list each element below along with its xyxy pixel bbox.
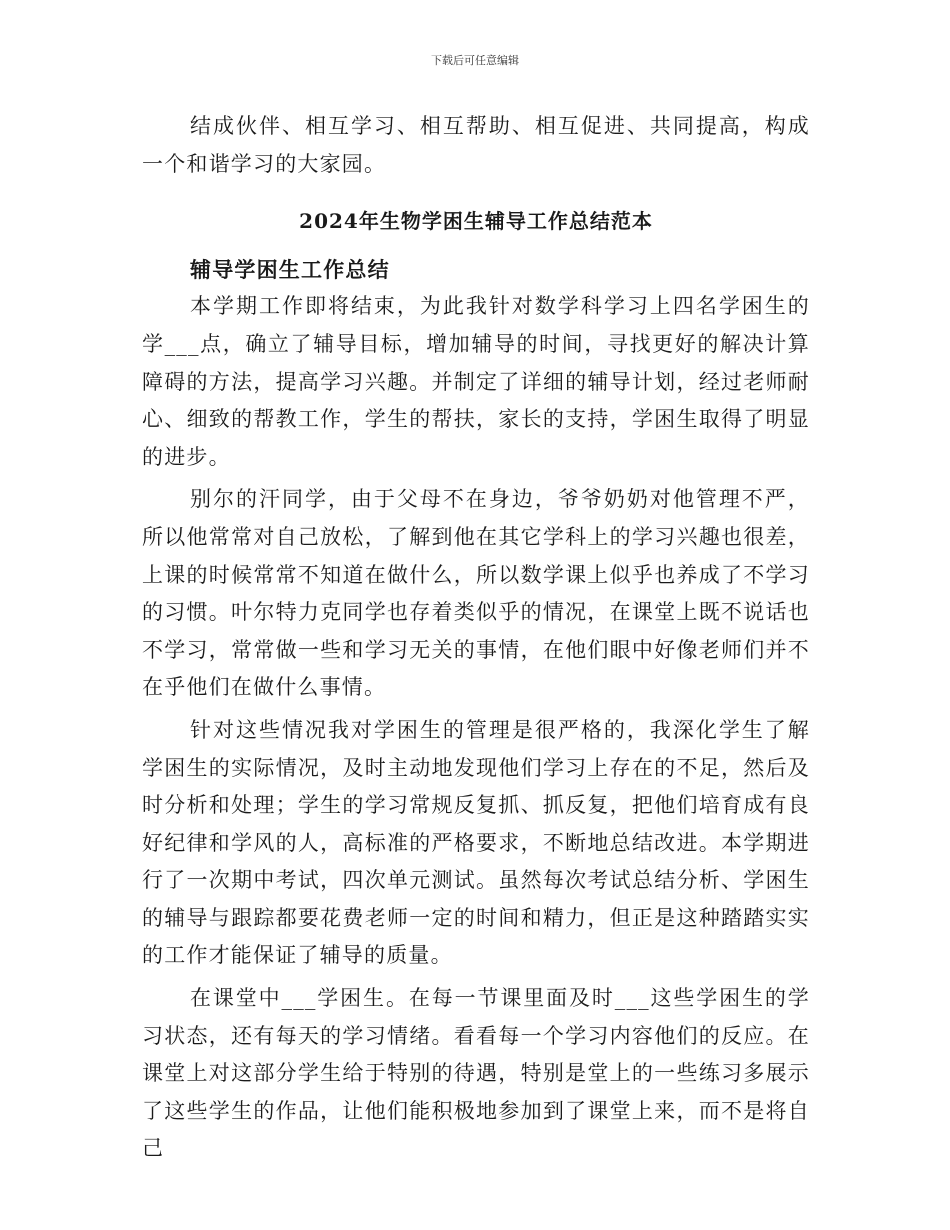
intro-paragraph: 结成伙伴、相互学习、相互帮助、相互促进、共同提高，构成一个和谐学习的大家园。 xyxy=(142,114,810,176)
body-paragraph-3: 针对这些情况我对学困生的管理是很严格的，我深化学生了解学困生的实际情况，及时主动地发现他们学习上存在的不足，然后及时分析和处理；学生的学习常规反复抓、抓反复，把他们培育成有良好纪律和学风的人，高标准的严格要求，不断地总结改进。本学期进行了一次期中考试，四次单元测试。虽然每次考试总结分析、学困生的辅导与跟踪都要花费老师一定的时间和精力，但正是这种踏踏实实的工作才能保证了辅导的质量。 xyxy=(142,717,810,968)
body-paragraph-1: 本学期工作即将结束，为此我针对数学科学习上四名学困生的学___点，确立了辅导目标，增加辅导的时间，寻找更好的解决计算障碍的方法，提高学习兴趣。并制定了详细的辅导计划，经过老师耐心、细致的帮教工作，学生的帮扶，家长的支持，学困生取得了明显的进步。 xyxy=(142,294,810,469)
document-body xyxy=(142,108,810,1168)
body-paragraph-4: 在课堂中___学困生。在每一节课里面及时___这些学困生的学习状态，还有每天的学习情绪。看看每一个学习内容他们的反应。在课堂上对这部分学生给于特别的待遇，特别是堂上的一些练习多展示了这些学生的作品，让他们能积极地参加到了课堂上来，而不是将自己 xyxy=(142,986,810,1161)
body-paragraph-2: 别尔的汗同学，由于父母不在身边，爷爷奶奶对他管理不严，所以他常常对自己放松，了解到他在其它学科上的学习兴趣也很差，上课的时候常常不知道在做什么，所以数学课上似乎也养成了不学习的习惯。叶尔特力克同学也存着类似乎的情况，在课堂上既不说话也不学习，常常做一些和学习无关的事情，在他们眼中好像老师们并不在乎他们在做什么事情。 xyxy=(142,487,810,700)
section-heading: 辅导学困生工作总结 xyxy=(190,256,390,282)
page-header: 下载后可任意编辑 xyxy=(431,54,519,67)
document-title: 2024年生物学困生辅导工作总结范本 xyxy=(299,209,653,234)
